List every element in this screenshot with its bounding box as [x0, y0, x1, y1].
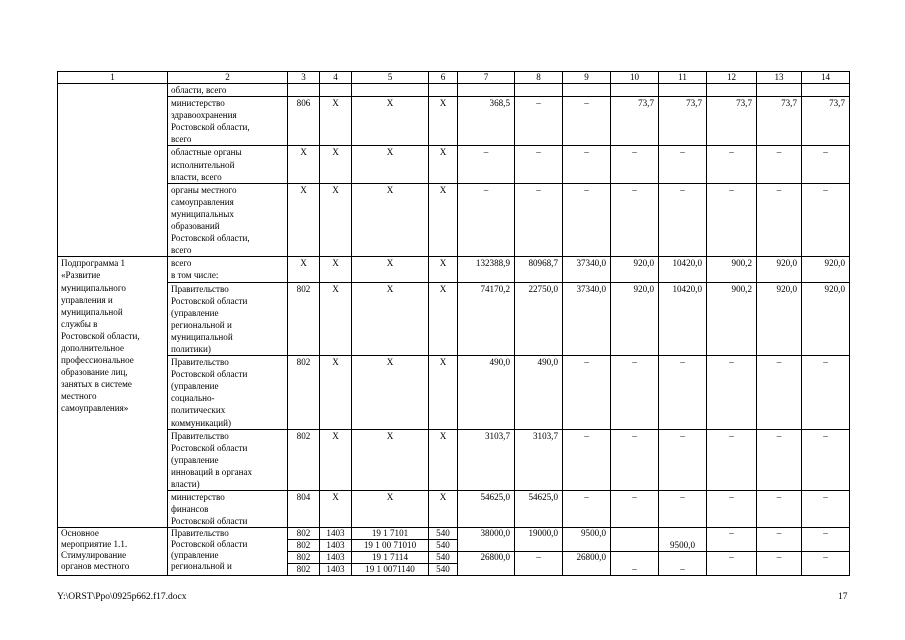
value-cell: – [802, 356, 850, 430]
value-cell: – [757, 356, 802, 430]
code-cell: Х [429, 356, 458, 430]
value-cell: – [515, 183, 563, 257]
value-cell: – [611, 146, 659, 183]
value-cell: – [707, 183, 757, 257]
code-cell: 802 [288, 552, 320, 564]
value-cell: 920,0 [757, 282, 802, 356]
header-cell: 7 [458, 72, 515, 84]
code-cell: 540 [429, 564, 458, 576]
code-cell: Х [429, 97, 458, 146]
value-cell: – [802, 429, 850, 490]
header-cell: 13 [757, 72, 802, 84]
code-cell: Х [429, 429, 458, 490]
code-cell: 19 1 0071140 [352, 564, 429, 576]
row-label [58, 84, 168, 257]
table-row [58, 84, 850, 97]
value-cell: 920,0 [611, 257, 659, 282]
value-cell: 10420,0 [659, 257, 707, 282]
code-cell: Х [288, 257, 320, 282]
code-cell: Х [320, 146, 352, 183]
value-cell: – [802, 491, 850, 528]
value-cell: – [563, 491, 611, 528]
value-cell: 73,7 [802, 97, 850, 146]
value-cell: – [707, 146, 757, 183]
value-cell: – [611, 429, 659, 490]
page-number: 17 [838, 592, 848, 602]
code-cell: Х [352, 491, 429, 528]
value-cell: – [707, 429, 757, 490]
header-cell: 8 [515, 72, 563, 84]
value-cell: – [458, 146, 515, 183]
code-cell: 19 1 7101 [352, 528, 429, 540]
header-cell: 1 [58, 72, 168, 84]
value-cell: 900,2 [707, 282, 757, 356]
value-cell: – [563, 146, 611, 183]
code-cell: Х [352, 146, 429, 183]
value-cell: – [659, 552, 707, 576]
value-cell: – [707, 528, 757, 552]
executor-cell: области, всего [168, 84, 288, 97]
code-cell: Х [352, 257, 429, 282]
value-cell: 22750,0 [515, 282, 563, 356]
value-cell: – [611, 356, 659, 430]
value-cell: 37340,0 [563, 282, 611, 356]
value-cell: 3103,7 [458, 429, 515, 490]
value-cell: – [611, 183, 659, 257]
value-cell: 73,7 [757, 97, 802, 146]
value-cell: – [659, 146, 707, 183]
value-cell: – [659, 183, 707, 257]
value-cell: – [515, 552, 563, 576]
value-cell: – [757, 429, 802, 490]
code-cell: Х [320, 257, 352, 282]
value-cell: 490,0 [515, 356, 563, 430]
executor-cell: областные органы исполнительной власти, всего [168, 146, 288, 183]
value-cell: – [802, 146, 850, 183]
value-cell: 73,7 [611, 97, 659, 146]
header-cell: 9 [563, 72, 611, 84]
header-cell: 10 [611, 72, 659, 84]
value-cell [611, 84, 659, 97]
value-cell: – [659, 491, 707, 528]
value-cell: – [707, 552, 757, 576]
value-cell: – [802, 528, 850, 552]
executor-cell: органы местного самоуправления муниципальных образований Ростовской области, всего [168, 183, 288, 257]
value-cell: – [707, 356, 757, 430]
executor-cell: всего в том числе: [168, 257, 288, 282]
executor-cell: Правительство Ростовской области (управление инноваций в органах власти) [168, 429, 288, 490]
code-cell: Х [429, 257, 458, 282]
value-cell: – [757, 183, 802, 257]
code-cell [288, 84, 320, 97]
value-cell: 80968,7 [515, 257, 563, 282]
value-cell: 9500,0 [659, 528, 707, 552]
value-cell: 10420,0 [659, 282, 707, 356]
code-cell: 804 [288, 491, 320, 528]
value-cell: 74170,2 [458, 282, 515, 356]
table-row [58, 429, 850, 490]
value-cell [707, 84, 757, 97]
value-cell: – [707, 491, 757, 528]
value-cell: 54625,0 [515, 491, 563, 528]
value-cell: – [611, 552, 659, 576]
value-cell: – [515, 146, 563, 183]
value-cell: 73,7 [707, 97, 757, 146]
code-cell: 540 [429, 552, 458, 564]
header-cell: 2 [168, 72, 288, 84]
code-cell: 802 [288, 564, 320, 576]
value-cell: – [563, 356, 611, 430]
code-cell: 1403 [320, 552, 352, 564]
executor-cell: министерство финансов Ростовской области [168, 491, 288, 528]
code-cell: Х [320, 356, 352, 430]
code-cell: Х [352, 183, 429, 257]
table-row [58, 491, 850, 528]
code-cell: 540 [429, 540, 458, 552]
executor-cell: Правительство Ростовской области (управление социально- политических коммуникаций) [168, 356, 288, 430]
code-cell: Х [352, 282, 429, 356]
value-cell: 19000,0 [515, 528, 563, 552]
code-cell: Х [320, 491, 352, 528]
value-cell: – [563, 97, 611, 146]
code-cell: Х [320, 97, 352, 146]
header-cell: 14 [802, 72, 850, 84]
value-cell: – [563, 429, 611, 490]
document-path: Y:\ORST\Ppo\0925p662.f17.docx [57, 592, 187, 602]
table-row [58, 257, 850, 282]
code-cell: 802 [288, 282, 320, 356]
header-cell: 5 [352, 72, 429, 84]
code-cell: Х [352, 356, 429, 430]
value-cell: 9500,0 [563, 528, 611, 552]
budget-table [57, 71, 850, 576]
executor-cell: Правительство Ростовской области (управление региональной и [168, 528, 288, 576]
value-cell: 3103,7 [515, 429, 563, 490]
value-cell: – [757, 491, 802, 528]
value-cell: – [458, 183, 515, 257]
header-row [58, 72, 850, 84]
value-cell: 132388,9 [458, 257, 515, 282]
value-cell: – [802, 183, 850, 257]
value-cell [659, 84, 707, 97]
value-cell: – [659, 356, 707, 430]
value-cell [611, 528, 659, 552]
code-cell: 806 [288, 97, 320, 146]
code-cell: 802 [288, 528, 320, 540]
value-cell: – [659, 429, 707, 490]
table-row [58, 97, 850, 146]
code-cell: 802 [288, 540, 320, 552]
value-cell: – [757, 528, 802, 552]
executor-cell: Правительство Ростовской области (управление региональной и муниципальной политики) [168, 282, 288, 356]
table-row [58, 146, 850, 183]
value-cell: 920,0 [611, 282, 659, 356]
code-cell: 19 1 00 71010 [352, 540, 429, 552]
value-cell [757, 84, 802, 97]
value-cell: – [757, 146, 802, 183]
code-cell: Х [352, 429, 429, 490]
code-cell: Х [288, 183, 320, 257]
value-cell: 900,2 [707, 257, 757, 282]
code-cell: Х [288, 146, 320, 183]
code-cell: Х [429, 146, 458, 183]
value-cell: 490,0 [458, 356, 515, 430]
value-cell: 920,0 [802, 282, 850, 356]
code-cell: 802 [288, 429, 320, 490]
value-cell: 54625,0 [458, 491, 515, 528]
table-row [58, 282, 850, 356]
value-cell: – [611, 491, 659, 528]
header-cell: 12 [707, 72, 757, 84]
code-cell: 1403 [320, 528, 352, 540]
header-cell: 3 [288, 72, 320, 84]
code-cell: 1403 [320, 540, 352, 552]
code-cell: Х [320, 183, 352, 257]
value-cell: 920,0 [802, 257, 850, 282]
value-cell: – [802, 552, 850, 576]
executor-cell: министерство здравоохранения Ростовской области, всего [168, 97, 288, 146]
code-cell: Х [352, 97, 429, 146]
code-cell: 802 [288, 356, 320, 430]
value-cell: – [757, 552, 802, 576]
header-cell: 11 [659, 72, 707, 84]
code-cell [352, 84, 429, 97]
code-cell [429, 84, 458, 97]
code-cell: 19 1 7114 [352, 552, 429, 564]
code-cell: Х [429, 282, 458, 356]
value-cell: 26800,0 [458, 552, 515, 576]
code-cell: Х [429, 183, 458, 257]
table-row [58, 183, 850, 257]
code-cell: 1403 [320, 564, 352, 576]
value-cell: 368,5 [458, 97, 515, 146]
value-cell [515, 84, 563, 97]
value-cell: 37340,0 [563, 257, 611, 282]
value-cell: 73,7 [659, 97, 707, 146]
header-cell: 4 [320, 72, 352, 84]
value-cell [458, 84, 515, 97]
code-cell [320, 84, 352, 97]
header-cell: 6 [429, 72, 458, 84]
value-cell: – [515, 97, 563, 146]
value-cell: – [563, 183, 611, 257]
row-label: Подпрограмма 1 «Развитие муниципального управления и муниципальной службы в Ростовской области, дополнительное профессиональное образование лиц, занятых в системе местного самоуправления» [58, 257, 168, 528]
code-cell: 540 [429, 528, 458, 540]
value-cell: 920,0 [757, 257, 802, 282]
row-label: Основное мероприятие 1.1. Стимулирование органов местного [58, 528, 168, 576]
value-cell [563, 84, 611, 97]
table-row [58, 528, 850, 540]
value-cell: 38000,0 [458, 528, 515, 552]
code-cell: Х [429, 491, 458, 528]
value-cell [802, 84, 850, 97]
value-cell: 26800,0 [563, 552, 611, 576]
code-cell: Х [320, 429, 352, 490]
code-cell: Х [320, 282, 352, 356]
table-row [58, 356, 850, 430]
